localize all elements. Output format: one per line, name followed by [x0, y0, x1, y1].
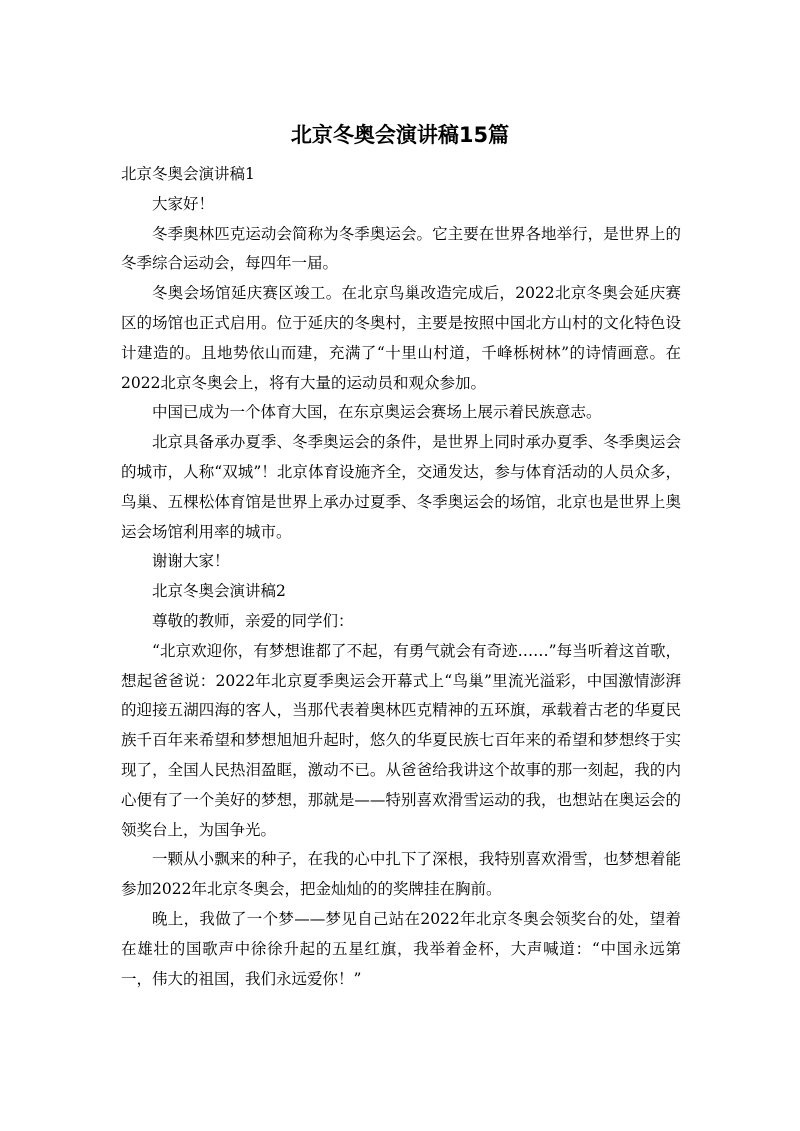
document-body	[121, 160, 681, 994]
body-paragraph: 中国已成为一个体育大国，在东京奥运会赛场上展示着民族意志。	[152, 403, 602, 422]
body-paragraph: “北京欢迎你，有梦想谁都了不起，有勇气就会有奇迹……”每当听着这首歌，想起爸爸说：2022年北京夏季奥运会开幕式上“鸟巢”里流光溢彩，中国激情澎湃的迎接五湖四海的客人，当那代表着奥林匹克精神的五环旗，承载着古老的华夏民族千百年来希望和梦想旭旭升起时，悠久的华夏民族七百年来的希望和梦想终于实现了，全国人民热泪盈眶，激动不已。从爸爸给我讲这个故事的那一刻起，我的内心便有了一个美好的梦想，那就是——特别喜欢滑雪运动的我，也想站在奥运会的领奖台上，为国争光。	[121, 641, 681, 839]
document-title: 北京冬奥会演讲稿15篇	[290, 123, 510, 147]
greeting-paragraph: 大家好！	[152, 194, 215, 213]
body-paragraph: 晚上，我做了一个梦——梦见自己站在2022年北京冬奥会领奖台的处，望着在雄壮的国歌声中徐徐升起的五星红旗，我举着金杯，大声喊道：“中国永远第一，伟大的祖国，我们永远爱你！”	[121, 909, 681, 988]
body-paragraph: 冬季奥林匹克运动会简称为冬季奥运会。它主要在世界各地举行，是世界上的冬季综合运动会，每四年一届。	[121, 224, 681, 273]
body-paragraph: 一颗从小飘来的种子，在我的心中扎下了深根，我特别喜欢滑雪，也梦想着能参加2022年北京冬奥会，把金灿灿的的奖牌挂在胸前。	[121, 850, 681, 899]
body-paragraph: 冬奥会场馆延庆赛区竣工。在北京鸟巢改造完成后，2022北京冬奥会延庆赛区的场馆也正式启用。位于延庆的冬奥村，主要是按照中国北方山村的文化特色设计建造的。且地势依山而建，充满了“十里山村道，千峰栎树林”的诗情画意。在2022北京冬奥会上，将有大量的运动员和观众参加。	[121, 284, 681, 392]
salutation-paragraph: 尊敬的教师，亲爱的同学们：	[152, 611, 354, 630]
closing-paragraph: 谢谢大家！	[152, 552, 230, 571]
section-heading-2: 北京冬奥会演讲稿2	[152, 582, 286, 601]
section-heading-1: 北京冬奥会演讲稿1	[121, 165, 255, 183]
body-paragraph: 北京具备承办夏季、冬季奥运会的条件，是世界上同时承办夏季、冬季奥运会的城市，人称“双城”！北京体育设施齐全，交通发达，参与体育活动的人员众多，鸟巢、五棵松体育馆是世界上承办过夏季、冬季奥运会的场馆，北京也是世界上奥运会场馆利用率的城市。	[121, 433, 681, 541]
